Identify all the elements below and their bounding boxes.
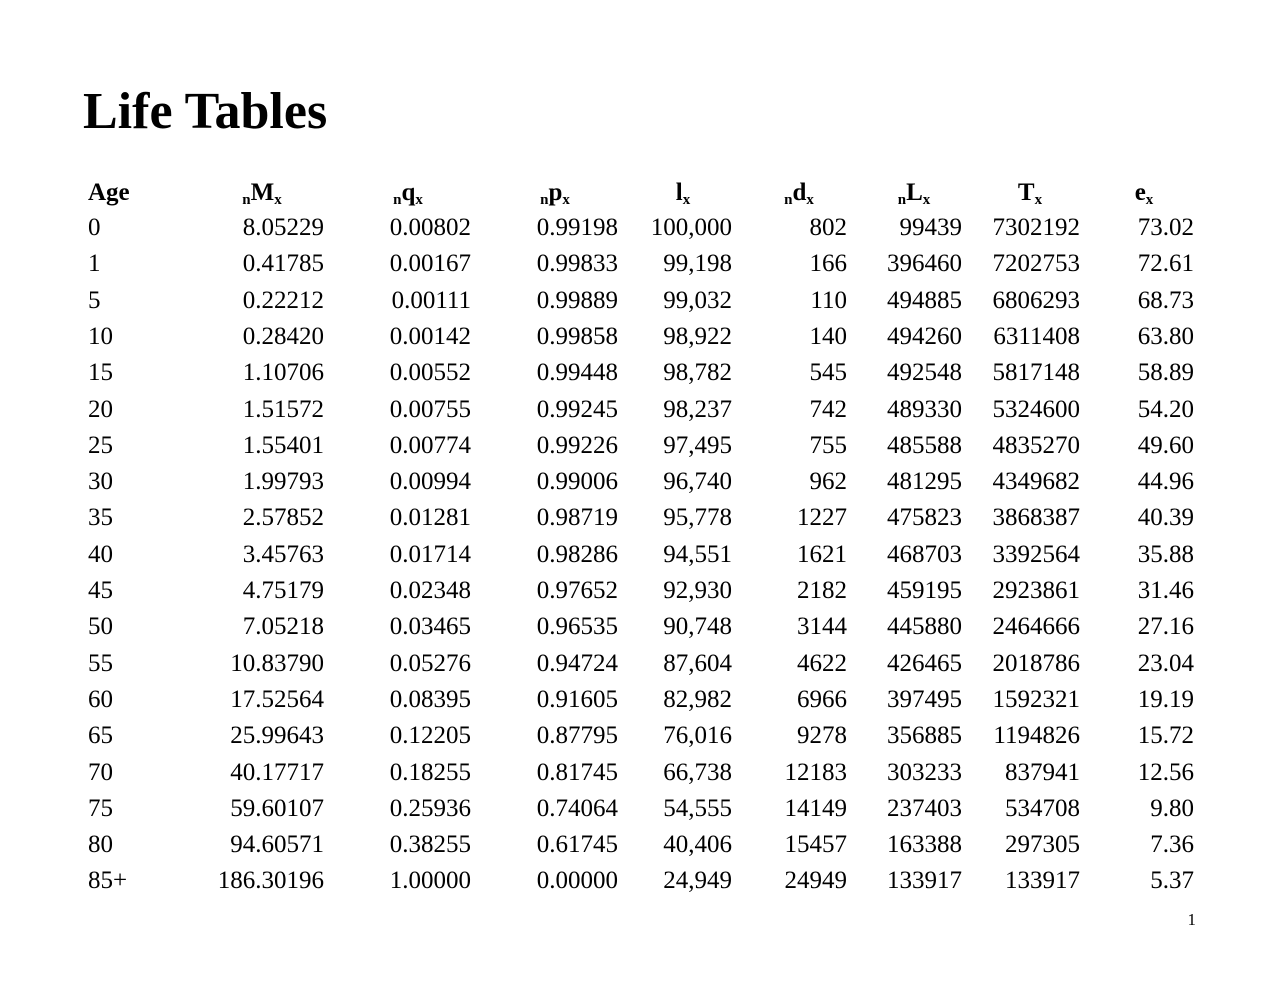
table-cell-Tx: 5817148 (992, 359, 1080, 387)
table-cell-nqx: 0.00111 (391, 286, 471, 314)
table-cell-Tx: 2464666 (992, 613, 1080, 641)
table-cell-ndx: 12183 (784, 758, 847, 786)
table-cell-nqx: 0.03465 (389, 613, 471, 641)
table-cell-ndx: 3144 (797, 613, 847, 641)
table-cell-nLx: 356885 (887, 722, 962, 750)
table-cell-ndx: 24949 (784, 867, 847, 895)
table-cell-nLx: 99439 (899, 214, 962, 241)
column-header-suffix: x (415, 192, 423, 208)
table-cell-nMx: 186.30196 (217, 867, 324, 895)
table-cell-age: 55 (88, 649, 113, 677)
column-header-prefix: n (897, 192, 907, 208)
table-cell-nLx: 163388 (887, 831, 962, 859)
table-cell-ndx: 140 (809, 322, 847, 350)
table-cell-nqx: 0.08395 (389, 685, 471, 713)
table-cell-npx: 0.81745 (536, 758, 618, 786)
table-cell-nqx: 0.00774 (389, 431, 471, 459)
table-cell-npx: 0.61745 (536, 831, 618, 859)
table-cell-Tx: 3392564 (992, 540, 1080, 568)
table-cell-ndx: 110 (810, 286, 847, 314)
table-cell-Tx: 1592321 (992, 685, 1080, 713)
column-header-symbol: l (675, 179, 683, 206)
column-header-Tx (1018, 178, 1042, 211)
table-cell-npx: 0.99245 (536, 395, 618, 423)
table-cell-age: 30 (88, 468, 113, 496)
table-cell-npx: 0.00000 (536, 867, 618, 895)
table-cell-Tx: 837941 (1005, 758, 1080, 786)
table-cell-nqx: 0.18255 (389, 758, 471, 786)
table-cell-nLx: 489330 (887, 395, 962, 423)
table-cell-nqx: 0.12205 (389, 722, 471, 750)
table-cell-nMx: 3.45763 (242, 540, 324, 568)
table-cell-age: 1 (88, 250, 101, 278)
table-cell-nMx: 1.51572 (242, 395, 324, 423)
column-header-symbol: d (792, 179, 807, 206)
table-cell-ndx: 6966 (797, 685, 847, 713)
table-cell-lx: 90,748 (663, 613, 732, 641)
table-cell-lx: 96,740 (663, 468, 732, 496)
table-cell-Tx: 1194826 (993, 722, 1080, 750)
table-cell-ex: 58.89 (1137, 359, 1194, 387)
column-header-symbol: Age (88, 179, 130, 206)
table-cell-nMx: 4.75179 (242, 577, 324, 604)
column-header-prefix: n (784, 192, 793, 208)
table-cell-Tx: 7202753 (992, 250, 1080, 278)
table-cell-nMx: 0.28420 (242, 322, 324, 350)
table-cell-nMx: 17.52564 (230, 685, 324, 713)
table-cell-nMx: 8.05229 (242, 214, 324, 241)
table-cell-ndx: 166 (809, 250, 847, 278)
table-cell-nLx: 475823 (887, 504, 962, 532)
table-cell-ex: 9.80 (1150, 794, 1194, 822)
table-cell-lx: 24,949 (663, 867, 732, 895)
table-cell-ex: 15.72 (1137, 722, 1194, 750)
column-header-suffix: x (562, 192, 570, 208)
column-header-symbol: M (250, 179, 275, 206)
table-cell-nMx: 40.17717 (230, 758, 324, 786)
column-header-nLx (898, 178, 931, 211)
table-cell-ex: 40.39 (1137, 504, 1194, 532)
table-cell-nMx: 10.83790 (230, 649, 324, 677)
table-cell-age: 80 (88, 831, 113, 859)
table-cell-nLx: 492548 (887, 359, 962, 387)
table-cell-nLx: 133917 (887, 867, 962, 895)
table-cell-age: 40 (88, 540, 113, 568)
table-cell-nqx: 0.25936 (389, 794, 471, 822)
table-cell-age: 10 (88, 322, 113, 350)
table-cell-npx: 0.98719 (536, 504, 618, 532)
table-cell-age: 50 (88, 613, 113, 641)
table-cell-npx: 0.99833 (536, 250, 618, 278)
column-header-suffix: x (1034, 192, 1043, 208)
table-cell-npx: 0.99858 (536, 322, 618, 350)
table-cell-nqx: 0.38255 (389, 831, 471, 859)
table-cell-ex: 31.46 (1137, 577, 1194, 604)
column-header-prefix: n (540, 192, 549, 208)
table-cell-ex: 27.16 (1137, 613, 1194, 641)
table-cell-lx: 100,000 (650, 214, 732, 241)
table-cell-age: 20 (88, 395, 113, 423)
table-cell-npx: 0.99198 (536, 214, 618, 241)
column-header-ndx (784, 178, 814, 211)
table-cell-nLx: 426465 (887, 649, 962, 677)
table-cell-nqx: 0.02348 (389, 577, 471, 604)
table-cell-npx: 0.96535 (536, 613, 618, 641)
table-cell-ex: 12.56 (1137, 758, 1194, 786)
table-cell-npx: 0.99226 (536, 431, 618, 459)
column-header-symbol: p (548, 179, 563, 206)
table-cell-lx: 92,930 (663, 577, 732, 604)
table-cell-npx: 0.91605 (536, 685, 618, 713)
table-cell-age: 5 (88, 286, 101, 314)
table-cell-ndx: 14149 (784, 794, 847, 822)
table-cell-ndx: 802 (809, 214, 847, 241)
table-cell-ndx: 9278 (797, 722, 847, 750)
table-cell-nLx: 481295 (887, 468, 962, 496)
table-cell-age: 75 (88, 794, 113, 822)
table-cell-nMx: 94.60571 (230, 831, 324, 859)
table-cell-Tx: 5324600 (992, 395, 1080, 423)
table-cell-Tx: 6806293 (992, 286, 1080, 314)
column-header-symbol: q (401, 179, 416, 206)
table-cell-nMx: 0.22212 (242, 286, 324, 314)
table-cell-nqx: 0.00142 (389, 322, 471, 350)
table-cell-ex: 44.96 (1137, 468, 1194, 496)
table-cell-ndx: 755 (809, 431, 847, 459)
table-cell-ex: 7.36 (1150, 831, 1194, 859)
table-cell-age: 70 (88, 758, 113, 786)
table-cell-ex: 72.61 (1137, 250, 1194, 278)
table-cell-lx: 98,922 (663, 322, 732, 350)
table-cell-lx: 99,198 (663, 250, 732, 278)
table-cell-nqx: 0.01281 (389, 504, 471, 532)
table-cell-nMx: 1.99793 (242, 468, 324, 496)
table-cell-nqx: 0.05276 (389, 649, 471, 677)
column-header-symbol: T (1017, 179, 1035, 206)
table-cell-age: 60 (88, 685, 113, 713)
table-cell-age: 65 (88, 722, 113, 750)
table-cell-lx: 98,237 (663, 395, 732, 423)
table-cell-nqx: 1.00000 (389, 867, 471, 895)
column-header-suffix: x (806, 192, 814, 208)
table-cell-age: 35 (88, 504, 113, 532)
page-title: Life Tables (83, 83, 328, 140)
table-cell-nMx: 7.05218 (242, 613, 324, 641)
table-cell-ex: 68.73 (1137, 286, 1194, 314)
table-cell-Tx: 7302192 (992, 214, 1080, 241)
table-cell-Tx: 4349682 (992, 468, 1080, 496)
table-cell-ndx: 15457 (784, 831, 847, 859)
column-header-prefix: n (242, 192, 251, 208)
table-cell-npx: 0.94724 (536, 649, 618, 677)
table-cell-lx: 87,604 (663, 649, 732, 677)
table-cell-npx: 0.98286 (536, 540, 618, 568)
table-cell-npx: 0.99006 (536, 468, 618, 496)
table-cell-npx: 0.99448 (536, 359, 618, 387)
table-cell-nqx: 0.01714 (389, 540, 471, 568)
table-cell-ex: 73.02 (1137, 214, 1194, 241)
table-cell-Tx: 133917 (1005, 867, 1080, 895)
table-cell-Tx: 297305 (1005, 831, 1080, 859)
table-cell-nLx: 468703 (887, 540, 962, 568)
column-header-age (88, 178, 130, 208)
table-cell-nLx: 396460 (887, 250, 962, 278)
column-header-suffix: x (682, 192, 691, 208)
table-cell-nLx: 397495 (887, 685, 962, 713)
table-cell-lx: 82,982 (663, 685, 732, 713)
table-cell-ex: 49.60 (1137, 431, 1194, 459)
column-header-npx (540, 178, 570, 211)
table-cell-nLx: 494260 (887, 322, 962, 350)
table-cell-lx: 99,032 (663, 286, 732, 314)
table-cell-ndx: 1227 (797, 504, 847, 532)
table-cell-ndx: 962 (809, 468, 847, 496)
table-cell-lx: 40,406 (663, 831, 732, 859)
table-cell-nLx: 303233 (887, 758, 962, 786)
column-header-symbol: L (906, 179, 923, 206)
table-cell-Tx: 534708 (1005, 794, 1080, 822)
column-header-ex (1135, 178, 1154, 211)
table-cell-nMx: 1.10706 (242, 359, 324, 387)
table-cell-nLx: 459195 (887, 577, 962, 604)
table-cell-nqx: 0.00167 (389, 250, 471, 278)
table-cell-nMx: 2.57852 (242, 504, 324, 532)
column-header-symbol: e (1134, 179, 1146, 206)
table-cell-nMx: 25.99643 (230, 722, 324, 750)
table-cell-nLx: 485588 (887, 431, 962, 459)
table-cell-Tx: 2923861 (992, 577, 1080, 604)
page-number: 1 (1187, 910, 1196, 929)
table-cell-ex: 35.88 (1137, 540, 1194, 568)
table-cell-ndx: 545 (809, 359, 847, 387)
table-cell-ex: 23.04 (1137, 649, 1194, 677)
table-cell-ex: 5.37 (1150, 867, 1194, 895)
table-cell-ndx: 4622 (797, 649, 847, 677)
table-cell-lx: 97,495 (663, 431, 732, 459)
table-cell-ndx: 2182 (797, 577, 847, 604)
table-cell-nLx: 445880 (887, 613, 962, 641)
table-cell-age: 25 (88, 431, 113, 459)
table-cell-ndx: 1621 (797, 540, 847, 568)
table-cell-nqx: 0.00802 (389, 214, 471, 241)
table-cell-lx: 98,782 (663, 359, 732, 387)
column-header-nqx (393, 178, 423, 211)
column-header-suffix: x (1145, 192, 1154, 208)
table-cell-lx: 54,555 (663, 794, 732, 822)
table-cell-age: 0 (88, 214, 101, 241)
table-cell-age: 45 (88, 577, 113, 604)
table-cell-ex: 63.80 (1137, 322, 1194, 350)
column-header-nMx (242, 178, 281, 211)
table-cell-nMx: 59.60107 (230, 794, 324, 822)
table-cell-lx: 94,551 (663, 540, 732, 568)
table-cell-Tx: 3868387 (992, 504, 1080, 532)
table-cell-lx: 95,778 (663, 504, 732, 532)
table-cell-npx: 0.87795 (536, 722, 618, 750)
table-cell-nqx: 0.00552 (389, 359, 471, 387)
table-cell-nqx: 0.00755 (389, 395, 471, 423)
table-cell-npx: 0.97652 (536, 577, 618, 604)
table-cell-ndx: 742 (809, 395, 847, 423)
column-header-prefix: n (393, 192, 402, 208)
column-header-lx (676, 178, 690, 211)
table-cell-Tx: 6311408 (993, 322, 1080, 350)
table-cell-nLx: 237403 (887, 794, 962, 822)
table-cell-nLx: 494885 (887, 286, 962, 314)
table-cell-Tx: 4835270 (992, 431, 1080, 459)
column-header-suffix: x (274, 192, 282, 208)
table-cell-nMx: 1.55401 (242, 431, 324, 459)
table-cell-npx: 0.99889 (536, 286, 618, 314)
table-cell-ex: 19.19 (1137, 685, 1194, 713)
table-cell-age: 15 (88, 359, 113, 387)
table-cell-Tx: 2018786 (992, 649, 1080, 677)
table-cell-age: 85+ (88, 867, 128, 895)
table-cell-nqx: 0.00994 (389, 468, 471, 496)
table-cell-npx: 0.74064 (536, 794, 618, 822)
table-cell-lx: 66,738 (663, 758, 732, 786)
table-cell-nMx: 0.41785 (242, 250, 324, 278)
table-cell-lx: 76,016 (663, 722, 732, 750)
column-header-suffix: x (922, 192, 931, 208)
table-cell-ex: 54.20 (1137, 395, 1194, 423)
